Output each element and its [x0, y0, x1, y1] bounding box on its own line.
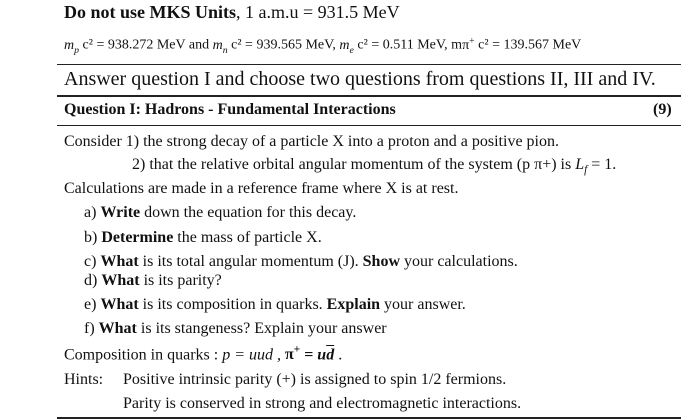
item-b: b) Determine the mass of particle X.: [84, 229, 322, 246]
neutron-mass: = 939.565 MeV,: [245, 37, 336, 53]
body-line-1: Consider 1) the strong decay of a particle X into a proton and a positive pion.: [64, 133, 559, 150]
proton-mass: = 938.272 MeV and: [96, 37, 210, 53]
units-warning: Do not use MKS Units: [64, 2, 237, 22]
hints-label: Hints:: [64, 371, 104, 388]
item-c: c) What is its total angular momentum (J). Show your calculations.: [84, 253, 518, 270]
item-e: e) What is its composition in quarks. Explain your answer.: [84, 296, 466, 313]
amu-value: , 1 a.m.u = 931.5 MeV: [236, 2, 400, 22]
composition-label: Composition in quarks :: [64, 346, 219, 364]
pion-mass: = 139.567 MeV: [492, 37, 582, 53]
item-a: a) Write down the equation for this decay.: [84, 204, 357, 221]
proton-quarks: p = uud ,: [222, 346, 282, 364]
electron-mass: = 0.511 MeV, m: [371, 37, 463, 53]
hint-1: Positive intrinsic parity (+) is assigned to spin 1/2 fermions.: [123, 371, 507, 388]
orbital-momentum-value: = 1.: [591, 156, 617, 173]
item-f: f) What is its stangeness? Explain your answer: [84, 320, 387, 337]
instruction-rule: [57, 95, 681, 97]
bottom-rule: [57, 417, 681, 419]
units-note: [64, 2, 400, 23]
orbital-momentum-text: 2) that the relative orbital angular momentum of the system (p π+) is: [132, 156, 572, 173]
instruction-line: Answer question I and choose two questions from questions II, III and IV.: [64, 68, 656, 90]
hint-2: Parity is conserved in strong and electromagnetic interactions.: [123, 395, 522, 412]
item-d: d) What is its parity?: [84, 272, 222, 289]
pion-quarks: = u: [304, 346, 327, 364]
body-line-3: Calculations are made in a reference frame where X is at rest.: [64, 180, 459, 197]
top-rule: [57, 64, 681, 65]
header-rule: [57, 125, 681, 126]
mass-constants: $m_p$ c² = 938.272 MeV and $m_n$ c² = 939.565 MeV, $m_e$ c² = 0.511 MeV, mπ+ c² = 139.567 MeV: [64, 35, 582, 56]
question-points: (9): [653, 101, 672, 118]
quark-composition: Composition in quarks : p = uud , $\pi^+ = u\overline{d}$ .: [64, 344, 343, 364]
body-line-2: 2) that the relative orbital angular momentum of the system (p π+) is $L_f = 1$.: [132, 156, 617, 177]
question-title: Question I: Hadrons - Fundamental Interactions: [64, 101, 396, 118]
